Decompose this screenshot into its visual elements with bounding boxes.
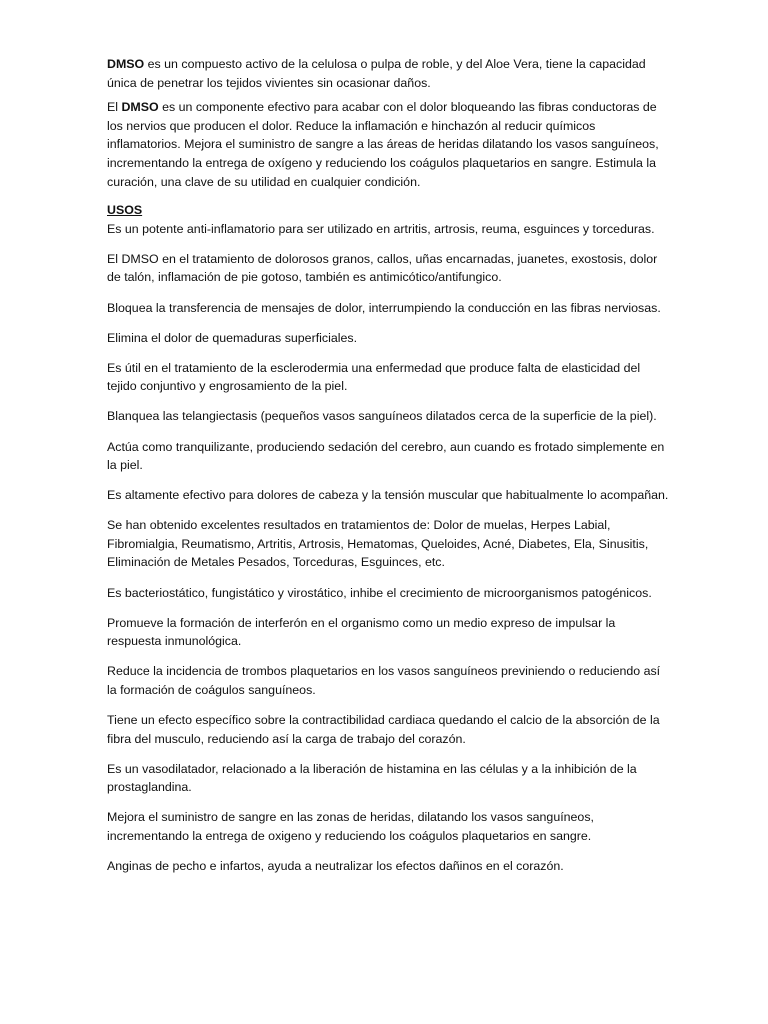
usos-item: El DMSO en el tratamiento de dolorosos granos, callos, uñas encarnadas, juanetes, exostosis, dolor de talón, inflamación de pie gotoso, también es antimicótico/antifungico. bbox=[107, 251, 658, 285]
usos-item: Anginas de pecho e infartos, ayuda a neutralizar los efectos dañinos en el corazón. bbox=[107, 859, 564, 874]
intro-paragraph-2 bbox=[107, 98, 672, 191]
usos-item: Reduce la incidencia de trombos plaquetarios en los vasos sanguíneos previniendo o reduciendo así la formación de coágulos sanguíneos. bbox=[107, 664, 661, 697]
intro-text-2-start: El bbox=[107, 100, 122, 115]
intro-paragraph-1 bbox=[107, 55, 672, 92]
usos-item: Es un potente anti-inflamatorio para ser utilizado en artritis, artrosis, reuma, esguinces y torceduras. bbox=[107, 221, 655, 236]
usos-item: Es bacteriostático, fungistático y virostático, inhibe el crecimiento de microorganismos patogénicos. bbox=[107, 585, 652, 600]
usos-item: Es útil en el tratamiento de la esclerodermia una enfermedad que produce falta de elasticidad del tejido conjuntivo y engrosamiento de la piel. bbox=[107, 360, 641, 394]
usos-item: Se han obtenido excelentes resultados en tratamientos de: Dolor de muelas, Herpes Labial, Fibromialgia, Reumatismo, Artritis, Artrosis, Hematomas, Queloides, Acné, Diabetes, Ela, Sinusitis, Eliminación de Metales Pesados, Torceduras, Esguinces, etc. bbox=[107, 518, 649, 570]
usos-item: Promueve la formación de interferón en el organismo como un medio expreso de impulsar la respuesta inmunológica. bbox=[107, 615, 616, 649]
usos-item: Es un vasodilatador, relacionado a la liberación de histamina en las células y a la inhibición de la prostaglandina. bbox=[107, 761, 637, 795]
usos-heading: USOS bbox=[107, 203, 143, 218]
usos-item: Tiene un efecto específico sobre la contractibilidad cardiaca quedando el calcio de la absorción de la fibra del musculo, reduciendo así la carga de trabajo del corazón. bbox=[107, 713, 660, 746]
usos-item: Bloquea la transferencia de mensajes de dolor, interrumpiendo la conducción en las fibras nerviosas. bbox=[107, 300, 661, 315]
dmso-term: DMSO bbox=[121, 100, 159, 115]
usos-item: Blanquea las telangiectasis (pequeños vasos sanguíneos dilatados cerca de la superficie de la piel). bbox=[107, 409, 657, 424]
usos-item: Mejora el suministro de sangre en las zonas de heridas, dilatando los vasos sanguíneos, incrementando la entrega de oxigeno y reduciendo los coágulos plaquetarios en sangre. bbox=[107, 810, 594, 843]
dmso-term: DMSO bbox=[107, 57, 145, 71]
intro-text-2: es un componente efectivo para acabar con el dolor bloqueando las fibras conductoras de los nervios que producen el dolor. Reduce la inflamación e hinchazón al reducir químicos inflamatorios. Mejora el suministro de sangre a las áreas de heridas dilatando los vasos sanguíneos, incrementando la entrega de oxígeno y reduciendo los coágulos plaquetarios en sangre. Estimula la curación, una clave de su utilidad en cualquier condición. bbox=[107, 100, 659, 189]
usos-item: Elimina el dolor de quemaduras superficiales. bbox=[107, 330, 358, 345]
intro-text-1: es un compuesto activo de la celulosa o pulpa de roble, y del Aloe Vera, tiene la capacidad única de penetrar los tejidos vivientes sin ocasionar daños. bbox=[107, 57, 646, 90]
usos-list bbox=[107, 220, 672, 876]
usos-item: Actúa como tranquilizante, produciendo sedación del cerebro, aun cuando es frotado simplemente en la piel. bbox=[107, 439, 665, 473]
usos-item: Es altamente efectivo para dolores de cabeza y la tensión muscular que habitualmente lo acompañan. bbox=[107, 488, 669, 503]
